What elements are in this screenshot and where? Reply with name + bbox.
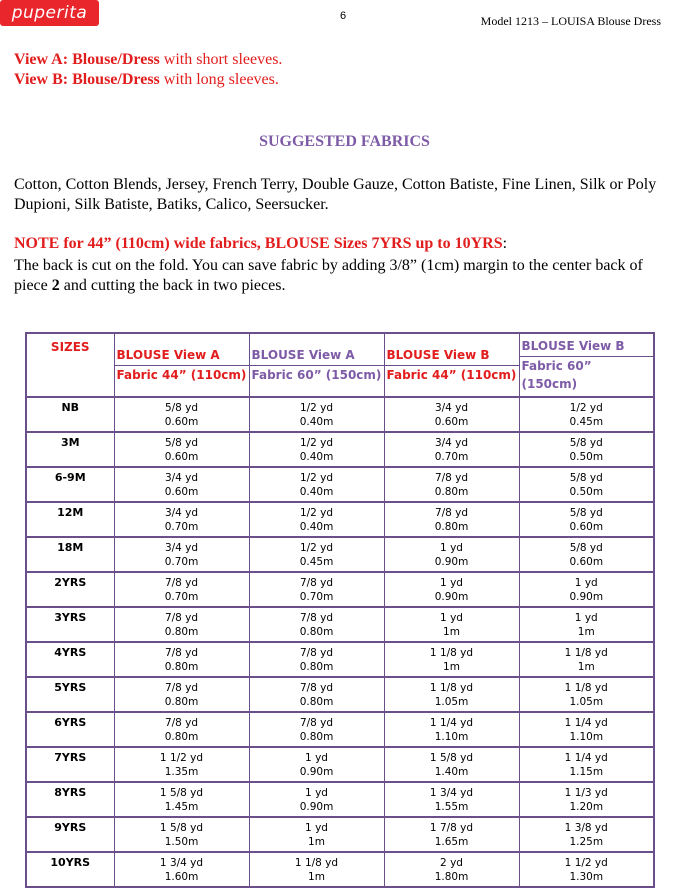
yardage-cell [384, 502, 519, 537]
yardage-yards: 1/2 yd [299, 436, 334, 449]
view-b-label: View B: [14, 71, 69, 88]
header-view-b-60: BLOUSE View B Fabric 60” (150cm) [519, 333, 654, 397]
yardage-meters: 1.65m [434, 835, 469, 848]
yardage-cell [114, 642, 249, 677]
note-heading [14, 235, 507, 253]
size-cell: 10YRS [26, 852, 114, 887]
yardage-yards: 7/8 yd [164, 646, 199, 659]
yardage-meters: 1m [308, 870, 325, 883]
yardage-yards: 1 yd [305, 821, 328, 834]
note-body [14, 256, 674, 296]
yardage-meters: 1m [577, 660, 595, 673]
yardage-cell [249, 537, 384, 572]
note-heading-text: NOTE for 44” (110cm) wide fabrics, BLOUSE Sizes 7YRS up to 10YRS [14, 235, 503, 252]
yardage-meters: 0.80m [164, 730, 199, 743]
yardage-yards: 7/8 yd [299, 611, 334, 624]
yardage-meters: 1.30m [569, 870, 604, 883]
yardage-cell [519, 572, 654, 607]
yardage-meters: 0.60m [434, 415, 469, 428]
yardage-yards: 7/8 yd [299, 716, 334, 729]
table-row [26, 432, 654, 467]
yardage-meters: 1.10m [569, 730, 604, 743]
size-cell: 18M [26, 537, 114, 572]
size-cell: 8YRS [26, 782, 114, 817]
yardage-meters: 0.80m [299, 660, 334, 673]
yardage-yards: 1 5/8 yd [159, 821, 204, 834]
yardage-cell [384, 747, 519, 782]
yardage-meters: 0.90m [299, 800, 334, 813]
yardage-yards: 1 7/8 yd [429, 821, 474, 834]
yardage-cell [114, 502, 249, 537]
size-cell: 6YRS [26, 712, 114, 747]
yardage-meters: 0.80m [164, 660, 199, 673]
yardage-yards: 1 5/8 yd [429, 751, 474, 764]
yardage-yards: 5/8 yd [569, 471, 603, 484]
yardage-meters: 0.70m [164, 590, 199, 603]
yardage-yards: 7/8 yd [299, 681, 334, 694]
yardage-cell [249, 397, 384, 432]
yardage-cell [114, 537, 249, 572]
table-row [26, 747, 654, 782]
yardage-yards: 7/8 yd [164, 681, 199, 694]
yardage-meters: 0.90m [569, 590, 604, 603]
yardage-meters: 0.60m [164, 450, 199, 463]
yardage-meters: 1m [443, 660, 460, 673]
yardage-meters: 0.80m [299, 625, 334, 638]
yardage-meters: 0.80m [434, 485, 469, 498]
yardage-cell [249, 502, 384, 537]
table-row [26, 502, 654, 537]
yardage-yards: 1 yd [574, 611, 598, 624]
yardage-meters: 0.90m [299, 765, 334, 778]
yardage-meters: 0.40m [299, 415, 334, 428]
size-cell: 9YRS [26, 817, 114, 852]
yardage-yards: 1 1/3 yd [564, 786, 608, 799]
yardage-yards: 1 1/8 yd [294, 856, 339, 869]
yardage-meters: 0.45m [299, 555, 334, 568]
yardage-cell [249, 747, 384, 782]
yardage-meters: 0.70m [164, 520, 199, 533]
yardage-cell [249, 817, 384, 852]
yardage-yards: 5/8 yd [569, 506, 603, 519]
yardage-cell [249, 572, 384, 607]
view-b-line [14, 70, 282, 90]
yardage-meters: 1m [577, 625, 595, 638]
note-colon: : [502, 235, 508, 252]
yardage-meters: 0.80m [299, 695, 334, 708]
yardage-yards: 1 1/4 yd [429, 716, 474, 729]
yardage-cell [384, 607, 519, 642]
yardage-meters: 0.80m [434, 520, 469, 533]
yardage-cell [519, 537, 654, 572]
view-b-garment: Blouse/Dress [72, 71, 160, 88]
yardage-meters: 0.80m [164, 625, 199, 638]
yardage-meters: 1.20m [569, 800, 604, 813]
view-a-line [14, 50, 282, 70]
size-cell: 7YRS [26, 747, 114, 782]
table-row [26, 607, 654, 642]
yardage-yards: 1 yd [574, 576, 598, 589]
yardage-cell [114, 817, 249, 852]
yardage-yards: 5/8 yd [569, 541, 603, 554]
size-cell: 6-9M [26, 467, 114, 502]
yardage-yards: 1 3/4 yd [159, 856, 204, 869]
yardage-cell [519, 712, 654, 747]
yardage-cell [384, 817, 519, 852]
yardage-yards: 7/8 yd [164, 576, 199, 589]
yardage-yards: 7/8 yd [299, 646, 334, 659]
yardage-yards: 1 yd [305, 751, 328, 764]
yardage-cell [114, 712, 249, 747]
table-row [26, 537, 654, 572]
yardage-cell [114, 782, 249, 817]
yardage-meters: 0.80m [299, 730, 334, 743]
yardage-cell [519, 502, 654, 537]
model-title: Model 1213 – LOUISA Blouse Dress [480, 14, 661, 28]
yardage-cell [519, 642, 654, 677]
yardage-meters: 0.90m [434, 555, 469, 568]
yardage-yards: 7/8 yd [434, 506, 469, 519]
yardage-cell [249, 432, 384, 467]
yardage-cell [384, 712, 519, 747]
header-view-a-44: BLOUSE View A Fabric 44” (110cm) [114, 333, 249, 397]
note-body-start: The back is cut on the fold. You can save fabric by adding 3/8” (1cm) margin to the center back of piece [14, 257, 643, 294]
yardage-cell [249, 607, 384, 642]
yardage-yards: 1/2 yd [569, 401, 603, 414]
yardage-cell [519, 397, 654, 432]
yardage-yards: 1 1/4 yd [564, 716, 608, 729]
yardage-meters: 0.50m [569, 450, 604, 463]
yardage-cell [519, 852, 654, 887]
yardage-meters: 1.40m [434, 765, 469, 778]
yardage-meters: 1.25m [569, 835, 604, 848]
yardage-meters: 1.55m [434, 800, 469, 813]
view-a-label: View A: [14, 51, 69, 68]
yardage-yards: 1 1/2 yd [159, 751, 204, 764]
table-row [26, 642, 654, 677]
yardage-cell [519, 677, 654, 712]
yardage-meters: 1.35m [164, 765, 199, 778]
yardage-table [25, 332, 655, 888]
yardage-yards: 1/2 yd [299, 506, 334, 519]
yardage-cell [249, 642, 384, 677]
yardage-cell [384, 572, 519, 607]
yardage-cell [519, 432, 654, 467]
yardage-cell [249, 677, 384, 712]
yardage-cell [249, 852, 384, 887]
yardage-meters: 0.60m [164, 485, 199, 498]
header-view-b-44: BLOUSE View B Fabric 44” (110cm) [384, 333, 519, 397]
yardage-meters: 0.80m [164, 695, 199, 708]
size-cell: 3YRS [26, 607, 114, 642]
size-cell: 5YRS [26, 677, 114, 712]
yardage-yards: 1 5/8 yd [159, 786, 204, 799]
brand-logo: puperita [0, 0, 99, 26]
size-cell: 3M [26, 432, 114, 467]
yardage-yards: 3/4 yd [434, 436, 469, 449]
table-row [26, 782, 654, 817]
yardage-cell [384, 397, 519, 432]
yardage-yards: 5/8 yd [569, 436, 603, 449]
page-number: 6 [340, 10, 347, 22]
yardage-cell [114, 852, 249, 887]
yardage-meters: 0.90m [434, 590, 469, 603]
table-header-row [26, 333, 654, 397]
yardage-yards: 1 3/8 yd [564, 821, 608, 834]
yardage-meters: 1.45m [164, 800, 199, 813]
yardage-meters: 1m [443, 625, 460, 638]
size-cell: 4YRS [26, 642, 114, 677]
yardage-cell [519, 817, 654, 852]
view-a-description: with short sleeves. [159, 51, 283, 68]
yardage-yards: 7/8 yd [164, 611, 199, 624]
yardage-yards: 1 1/8 yd [429, 646, 474, 659]
table-row [26, 852, 654, 887]
yardage-cell [114, 607, 249, 642]
yardage-meters: 0.40m [299, 520, 334, 533]
yardage-meters: 0.40m [299, 485, 334, 498]
yardage-meters: 0.45m [569, 415, 604, 428]
header-view-a-60: BLOUSE View A Fabric 60” (150cm) [249, 333, 384, 397]
yardage-meters: 0.60m [569, 520, 604, 533]
yardage-yards: 3/4 yd [164, 541, 199, 554]
yardage-meters: 0.70m [299, 590, 334, 603]
yardage-cell [519, 607, 654, 642]
table-row [26, 397, 654, 432]
yardage-cell [519, 747, 654, 782]
yardage-meters: 1.50m [164, 835, 199, 848]
yardage-meters: 1.05m [569, 695, 604, 708]
yardage-cell [384, 432, 519, 467]
yardage-yards: 3/4 yd [164, 471, 199, 484]
yardage-cell [519, 782, 654, 817]
yardage-meters: 0.40m [299, 450, 334, 463]
yardage-yards: 1 1/2 yd [564, 856, 608, 869]
yardage-cell [114, 572, 249, 607]
table-row [26, 712, 654, 747]
table-row [26, 572, 654, 607]
yardage-cell [114, 677, 249, 712]
yardage-yards: 5/8 yd [164, 401, 199, 414]
table-row [26, 817, 654, 852]
yardage-yards: 1/2 yd [299, 471, 334, 484]
table-row [26, 677, 654, 712]
yardage-yards: 1 yd [440, 576, 463, 589]
yardage-cell [249, 782, 384, 817]
yardage-yards: 7/8 yd [434, 471, 469, 484]
yardage-yards: 1/2 yd [299, 401, 334, 414]
yardage-meters: 0.70m [164, 555, 199, 568]
yardage-yards: 1 yd [440, 611, 463, 624]
yardage-cell [384, 852, 519, 887]
yardage-yards: 7/8 yd [299, 576, 334, 589]
table-row [26, 467, 654, 502]
sizes-header: SIZES [26, 333, 114, 397]
yardage-meters: 1.05m [434, 695, 469, 708]
yardage-yards: 1 1/8 yd [564, 681, 608, 694]
yardage-yards: 3/4 yd [434, 401, 469, 414]
yardage-yards: 7/8 yd [164, 716, 199, 729]
yardage-cell [114, 397, 249, 432]
yardage-cell [114, 747, 249, 782]
size-cell: 12M [26, 502, 114, 537]
view-a-garment: Blouse/Dress [72, 51, 160, 68]
yardage-cell [384, 782, 519, 817]
yardage-meters: 1.60m [164, 870, 199, 883]
yardage-meters: 1m [308, 835, 325, 848]
yardage-cell [384, 642, 519, 677]
yardage-meters: 1.10m [434, 730, 469, 743]
yardage-cell [114, 432, 249, 467]
yardage-meters: 1.15m [569, 765, 604, 778]
yardage-meters: 0.70m [434, 450, 469, 463]
yardage-cell [384, 537, 519, 572]
size-cell: NB [26, 397, 114, 432]
yardage-cell [249, 712, 384, 747]
size-cell: 2YRS [26, 572, 114, 607]
fabrics-list: Cotton, Cotton Blends, Jersey, French Terry, Double Gauze, Cotton Batiste, Fine Linen, Silk or Poly Dupioni, Silk Batiste, Batiks, Calico, Seersucker. [14, 176, 657, 213]
yardage-yards: 1 yd [305, 786, 328, 799]
yardage-yards: 1 3/4 yd [429, 786, 474, 799]
yardage-cell [519, 467, 654, 502]
yardage-meters: 0.50m [569, 485, 604, 498]
yardage-yards: 5/8 yd [164, 436, 199, 449]
note-body-end: and cutting the back in two pieces. [59, 277, 286, 294]
yardage-yards: 1 1/8 yd [564, 646, 608, 659]
yardage-cell [249, 467, 384, 502]
yardage-meters: 0.60m [164, 415, 199, 428]
note-piece-number: 2 [51, 277, 60, 294]
yardage-cell [384, 467, 519, 502]
yardage-yards: 1 yd [440, 541, 463, 554]
view-b-description: with long sleeves. [159, 71, 279, 88]
yardage-yards: 1 1/4 yd [564, 751, 608, 764]
yardage-meters: 0.60m [569, 555, 604, 568]
views-list [14, 50, 282, 90]
yardage-yards: 1 1/8 yd [429, 681, 474, 694]
yardage-cell [114, 467, 249, 502]
yardage-cell [384, 677, 519, 712]
yardage-yards: 3/4 yd [164, 506, 199, 519]
yardage-yards: 1/2 yd [299, 541, 334, 554]
yardage-yards: 2 yd [440, 856, 463, 869]
section-title: SUGGESTED FABRICS [259, 133, 430, 150]
yardage-meters: 1.80m [434, 870, 469, 883]
